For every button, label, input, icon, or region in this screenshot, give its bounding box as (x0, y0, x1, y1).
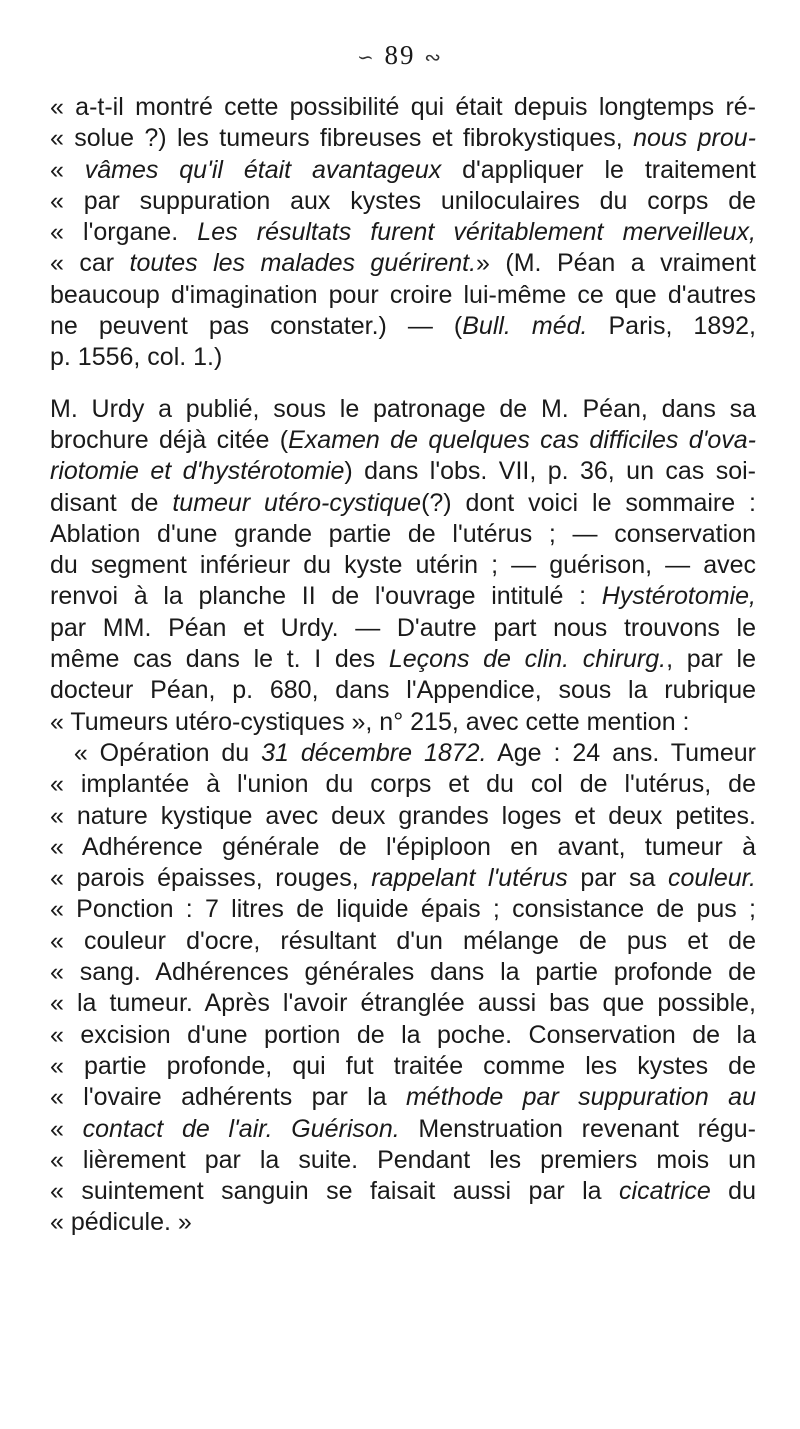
text-line: « car toutes les malades guérirent.» (M. Péan a vraiment (50, 249, 756, 278)
text-line: « par suppuration aux kystes uniloculaires du corps de (50, 186, 756, 215)
text-line: riotomie et d'hystérotomie) dans l'obs. VII, p. 36, un cas soi- (50, 457, 756, 486)
page-header (0, 40, 800, 71)
body-text (50, 92, 756, 1239)
text-line: « sang. Adhérences générales dans la partie profonde de (50, 958, 756, 987)
text-line: « lièrement par la suite. Pendant les premiers mois un (50, 1145, 756, 1174)
text-line: « contact de l'air. Guérison. Menstruation revenant régu- (50, 1114, 756, 1143)
text-line: « Tumeurs utéro-cystiques », n° 215, avec cette mention : (50, 707, 690, 736)
text-line: renvoi à la planche II de l'ouvrage intitulé : Hystérotomie, (50, 582, 756, 611)
text-line: « excision d'une portion de la poche. Conservation de la (50, 1020, 756, 1049)
text-line: « couleur d'ocre, résultant d'un mélange de pus et de (50, 926, 756, 955)
text-line: même cas dans le t. I des Leçons de clin. chirurg., par le (50, 645, 756, 674)
text-line: « l'organe. Les résultats furent véritablement merveilleux, (50, 218, 756, 247)
text-line: beaucoup d'imagination pour croire lui-même ce que d'autres (50, 280, 756, 309)
text-line: « nature kystique avec deux grandes loges et deux petites. (50, 801, 756, 830)
page-number: 89 (384, 40, 416, 70)
paragraph-3-quotation (50, 738, 756, 1239)
text-line: « Opération du 31 décembre 1872. Age : 24 ans. Tumeur (73, 738, 757, 767)
text-line: p. 1556, col. 1.) (50, 343, 223, 372)
text-line: « vâmes qu'il était avantageux d'appliquer le traitement (50, 155, 756, 184)
text-line: « Adhérence générale de l'épiploon en avant, tumeur à (50, 832, 756, 861)
text-line: ne peuvent pas constater.) — (Bull. méd. Paris, 1892, (50, 312, 756, 341)
text-line: « partie profonde, qui fut traitée comme les kystes de (50, 1051, 756, 1080)
text-line: « a-t-il montré cette possibilité qui était depuis longtemps ré- (50, 93, 756, 121)
text-line: « l'ovaire adhérents par la méthode par suppuration au (50, 1083, 756, 1112)
text-line: « Ponction : 7 litres de liquide épais ; consistance de pus ; (50, 895, 756, 924)
ornament-right: ∾ (424, 47, 444, 69)
text-line: brochure déjà citée (Examen de quelques cas difficiles d'ova- (50, 425, 757, 454)
text-line: par MM. Péan et Urdy. — D'autre part nous trouvons le (50, 613, 756, 642)
text-line: disant de tumeur utéro-cystique(?) dont voici le sommaire : (50, 488, 756, 517)
text-line: du segment inférieur du kyste utérin ; — guérison, — avec (50, 551, 756, 580)
text-line: « parois épaisses, rouges, rappelant l'utérus par sa couleur. (50, 864, 756, 893)
text-line: « suintement sanguin se faisait aussi par la cicatrice du (50, 1177, 756, 1206)
text-line: Ablation d'une grande partie de l'utérus ; — conservation (50, 519, 756, 548)
paragraph-2 (50, 394, 756, 738)
ornament-left: ∽ (356, 47, 376, 69)
text-line: « implantée à l'union du corps et du col de l'utérus, de (50, 770, 756, 799)
text-line: « pédicule. » (50, 1208, 192, 1237)
text-line: docteur Péan, p. 680, dans l'Appendice, sous la rubrique (50, 676, 756, 705)
text-line: « solue ?) les tumeurs fibreuses et fibrokystiques, nous prou- (50, 124, 756, 153)
text-line: « la tumeur. Après l'avoir étranglée aussi bas que possible, (50, 989, 756, 1018)
paragraph-1 (50, 92, 756, 374)
text-line: M. Urdy a publié, sous le patronage de M. Péan, dans sa (50, 394, 756, 423)
